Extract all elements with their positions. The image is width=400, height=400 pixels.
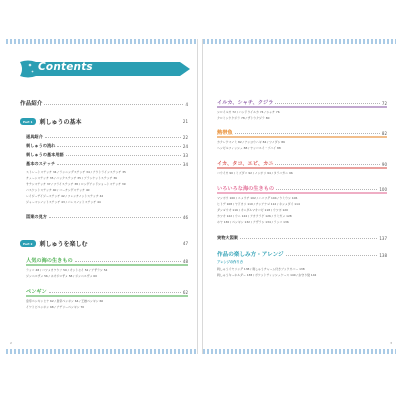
topic-underline	[217, 106, 387, 108]
toc-item-row[interactable]	[26, 143, 188, 149]
part2-page: 47	[182, 241, 188, 246]
toc-item-page: 46	[182, 215, 188, 220]
toc-item-row[interactable]	[26, 134, 188, 140]
left-page	[6, 39, 198, 354]
page-number: 3	[390, 341, 392, 345]
topic-list-line: ダンゴウオ 116 / オニダルマオコゼ 118 / ウツボ 120	[217, 208, 288, 212]
toc-intro-page: 4	[185, 102, 188, 107]
toc-item-label: 刺しゅうの基本用語	[26, 152, 64, 157]
topic-list-line: マンボウ 100 / ユメウチ 102 / ハコフグ 104 / ウミウシ 106	[217, 196, 298, 200]
topic-list-line: カクレクマノミ 82 / ナンヨウハギ 84 / ツノダシ 86	[217, 140, 285, 144]
topic-dolphin-orca-whale[interactable]	[217, 99, 387, 107]
topic-list-line: クロミンククジラ 78 / ザトウクジラ 80	[217, 116, 270, 120]
arrange-list-line: 刺しゅうイヤリング 138 / 刺しゅうチャーム付きブックカバー 138	[217, 267, 305, 271]
top-stripe	[203, 39, 396, 44]
toc-item-label: 図案の見方	[26, 214, 47, 219]
topic-underline	[217, 192, 387, 194]
toc-item-page: 24	[182, 144, 188, 149]
toc-item-label: 道具紹介	[26, 134, 43, 139]
topic-page: 72	[381, 101, 387, 106]
stitch-list-line: ストレートステッチ 34 / ランニングステッチ 34 / アウトラインステッチ 35	[26, 170, 126, 174]
toc-arrange-label: 作品の楽しみ方・アレンジ	[217, 252, 284, 258]
toc-item-page: 137	[379, 236, 387, 241]
contents-banner	[20, 59, 190, 79]
topic-squid-octopus-shrimp-crab[interactable]	[217, 160, 387, 168]
topic-label: ペンギン	[26, 289, 47, 295]
topic-list-line: コウイカ 90 / ミズダコ 92 / ノンボリ 94 / タラバガニ 96	[217, 171, 293, 175]
toc-real-size-row[interactable]	[217, 235, 387, 241]
toc-item-page: 22	[182, 135, 188, 140]
part1-title: 刺しゅうの基本	[39, 119, 82, 126]
topic-penguin[interactable]	[26, 288, 188, 296]
part1-page-row	[20, 119, 188, 124]
part1-page: 21	[182, 119, 188, 124]
part1-tag: Part 1	[20, 118, 36, 124]
arrange-list-line: 刺しゅうキーホルダー 138 / ポケットティッシュケース 140 / お守り袋 142	[217, 273, 317, 277]
topic-list-line: 皇帝ペンギンヒナ 62 / 皇帝ペンギン 64 / 王様ペンギン 66	[26, 299, 104, 303]
topic-list-line: カツオ 122 / ウニ 124 / アカクラゲ 126 / ウミガメ 128	[217, 214, 292, 218]
topic-underline	[26, 264, 188, 266]
topic-label: イルカ、シャチ、クジラ	[217, 100, 274, 106]
topic-label: イカ、タコ、エビ、カニ	[217, 161, 274, 167]
topic-page: 90	[381, 162, 387, 167]
topic-page: 48	[182, 259, 188, 264]
bottom-stripe	[6, 349, 197, 354]
stitch-list-line: サテンステッチ 37 / フライステッチ 38 / ロングアンドショートステッチ 39	[26, 182, 126, 186]
toc-arrange-row[interactable]	[217, 250, 387, 258]
topic-popular-sea-creatures[interactable]	[26, 257, 188, 265]
toc-item-row[interactable]	[26, 161, 188, 167]
topic-list-line: ラッコ 48 / コツメカワウソ 50 / オットセイ 52 / アザラシ 54	[26, 268, 108, 272]
part2-title: 刺しゅうを楽しむ	[39, 241, 88, 248]
toc-item-page: 33	[182, 153, 188, 158]
page-number: 2	[10, 341, 12, 345]
toc-intro-row[interactable]	[20, 99, 188, 107]
toc-item-row[interactable]	[26, 152, 188, 158]
stitch-list-line: ジャーマンノットステッチ 43 / パレスノットステッチ 44	[26, 200, 101, 204]
arrange-sub-label: アレンジの作り方	[217, 260, 244, 264]
toc-item-page: 34	[182, 162, 188, 167]
toc-item-label: 実物大図案	[217, 235, 238, 240]
stitch-list-line: レイジーデイジーステッチ 42 / フレンチノットステッチ 42	[26, 194, 104, 198]
topic-label: 熱帯魚	[217, 130, 233, 136]
topic-page: 100	[379, 187, 387, 192]
part2-tag: Part 2	[20, 240, 36, 246]
topic-underline	[217, 136, 387, 138]
topic-list-line: ホヤ 130 / ペンギン 132 / アザラシ 134 / ラッコ 136	[217, 220, 289, 224]
right-page	[202, 39, 396, 354]
stitch-list-line: バスケットステッチ 40 / コーチングステッチ 40	[26, 188, 90, 192]
topic-underline	[217, 167, 387, 169]
toc-item-label: 基本のステッチ	[26, 161, 56, 166]
toc-arrange-page: 138	[379, 253, 387, 258]
toc-intro-label: 作品紹介	[20, 101, 43, 107]
topic-page: 82	[381, 131, 387, 136]
topic-tropical-fish[interactable]	[217, 129, 387, 137]
bottom-stripe	[203, 349, 396, 354]
topic-list-line: ヒトデ 108 / ヤドカリ 110 / チンアナゴ 112 / キンメダイ 114	[217, 202, 300, 206]
topic-list-line: ジンベエザメ 56 / ホオジロザメ 58 / ジンベエザメ 60	[26, 274, 97, 278]
topic-list-line: ヘンゼルフィッシュ 88 / ヤッコエイ・ゾバイ 88	[217, 146, 281, 150]
topic-page: 62	[182, 290, 188, 295]
topic-label: いろいろな海の生きもの	[217, 186, 275, 192]
contents-title: Contents	[38, 61, 93, 73]
top-stripe	[6, 39, 197, 44]
toc-item-label: 刺しゅうの流れ	[26, 143, 56, 148]
topic-label: 人気の海の生きもの	[26, 258, 73, 264]
stitch-list-line: チェーンステッチ 35 / バックステッチ 35 / ブランケットステッチ 36	[26, 176, 118, 180]
topic-list-line: シロイルカ 72 / バンドウイルカ 74 / シャチ 76	[217, 110, 280, 114]
toc-item-row[interactable]	[26, 214, 188, 220]
topic-various-sea-creatures[interactable]	[217, 185, 387, 193]
topic-list-line: イワトビペンギン 68 / アデリーペンギン 70	[26, 305, 85, 309]
part2-page-row	[20, 241, 188, 246]
topic-underline	[26, 295, 188, 297]
